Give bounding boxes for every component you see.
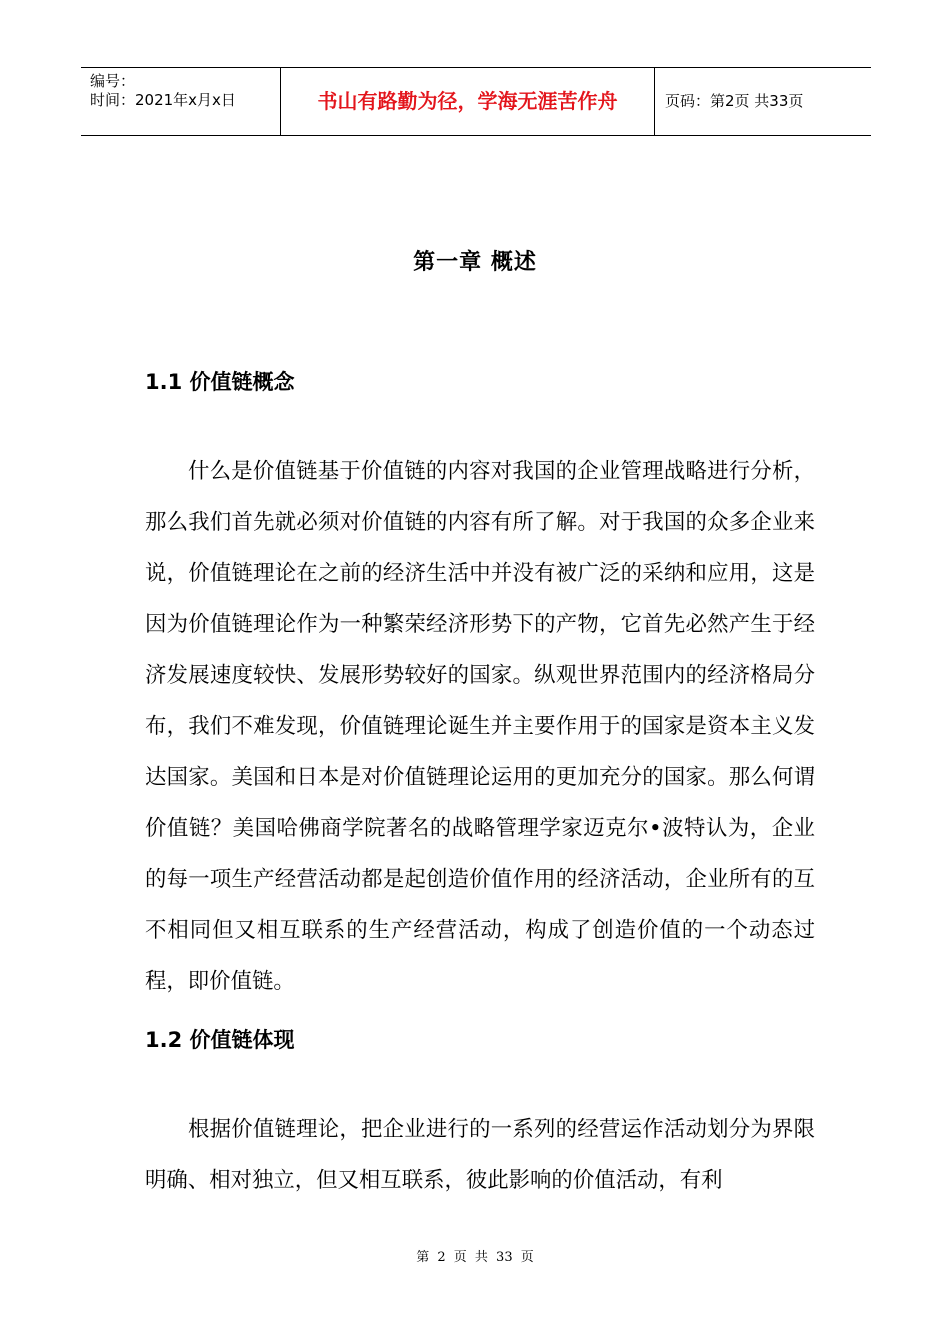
header-motto: 书山有路勤为径，学海无涯苦作舟	[281, 68, 655, 135]
header-meta-cell	[81, 68, 281, 135]
page-footer: 第 2 页 共 33 页	[416, 1250, 534, 1265]
chapter-title: 第一章 概述	[413, 250, 537, 275]
page-header	[81, 67, 871, 136]
section-paragraph-1-1: 什么是价值链基于价值链的内容对我国的企业管理战略进行分析，那么我们首先就必须对价值链的内容有所了解。对于我国的众多企业来说，价值链理论在之前的经济生活中并没有被广泛的采纳和应用，这是因为价值链理论作为一种繁荣经济形势下的产物，它首先必然产生于经济发展速度较快、发展形势较好的国家。纵观世界范围内的经济格局分布，我们不难发现，价值链理论诞生并主要作用于的国家是资本主义发达国家。美国和日本是对价值链理论运用的更加充分的国家。那么何谓价值链？美国哈佛商学院著名的战略管理学家迈克尔•波特认为，企业的每一项生产经营活动都是起创造价值作用的经济活动，企业所有的互不相同但又相互联系的生产经营活动，构成了创造价值的一个动态过程，即价值链。	[145, 459, 815, 994]
date-label: 时间：2021年x月x日	[90, 91, 236, 109]
number-label: 编号：	[90, 72, 136, 90]
section-paragraph-1-2: 根据价值链理论，把企业进行的一系列的经营运作活动划分为界限明确、相对独立，但又相互联系，彼此影响的价值活动，有利	[145, 1117, 815, 1193]
header-page-label: 页码：第2页 共33页	[665, 92, 804, 110]
section-heading-1-1: 1.1 价值链概念	[145, 370, 295, 394]
section-heading-1-2: 1.2 价值链体现	[145, 1028, 295, 1052]
